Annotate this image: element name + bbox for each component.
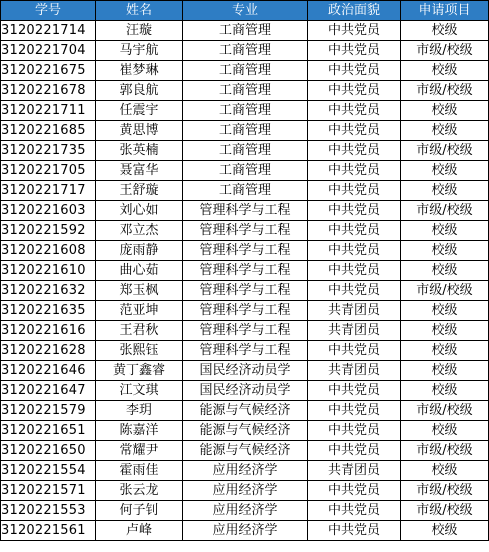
header-major: 专业: [183, 1, 308, 21]
table-row: [1, 521, 489, 541]
cell-student-id: 3120221610: [1, 261, 96, 281]
cell-application-level: 校级: [401, 221, 489, 241]
cell-political-status: 共青团员: [308, 321, 401, 341]
cell-political-status: 中共党员: [308, 101, 401, 121]
cell-application-level: 校级: [401, 461, 489, 481]
cell-major: 工商管理: [183, 141, 308, 161]
cell-application-level: 市级/校级: [401, 41, 489, 61]
cell-application-level: 市级/校级: [401, 81, 489, 101]
cell-student-id: 3120221651: [1, 421, 96, 441]
cell-political-status: 中共党员: [308, 481, 401, 501]
cell-student-id: 3120221675: [1, 61, 96, 81]
cell-major: 工商管理: [183, 101, 308, 121]
cell-name: 霍雨佳: [96, 461, 183, 481]
cell-application-level: 市级/校级: [401, 481, 489, 501]
cell-name: 邓立杰: [96, 221, 183, 241]
cell-name: 江文琪: [96, 381, 183, 401]
cell-name: 崔梦琳: [96, 61, 183, 81]
cell-name: 范亚坤: [96, 301, 183, 321]
cell-name: 陈嘉洋: [96, 421, 183, 441]
header-application-level: 申请项目: [401, 1, 489, 21]
cell-political-status: 中共党员: [308, 501, 401, 521]
cell-political-status: 中共党员: [308, 261, 401, 281]
cell-major: 应用经济学: [183, 521, 308, 541]
cell-major: 工商管理: [183, 41, 308, 61]
table-row: [1, 341, 489, 361]
cell-application-level: 市级/校级: [401, 501, 489, 521]
cell-student-id: 3120221735: [1, 141, 96, 161]
cell-application-level: 校级: [401, 301, 489, 321]
cell-student-id: 3120221635: [1, 301, 96, 321]
cell-application-level: 校级: [401, 161, 489, 181]
header-student-id: 学号: [1, 1, 96, 21]
cell-political-status: 中共党员: [308, 81, 401, 101]
cell-student-id: 3120221650: [1, 441, 96, 461]
cell-application-level: 校级: [401, 421, 489, 441]
table-header: [1, 1, 489, 21]
cell-student-id: 3120221646: [1, 361, 96, 381]
table-row: [1, 21, 489, 41]
cell-student-id: 3120221554: [1, 461, 96, 481]
cell-major: 应用经济学: [183, 481, 308, 501]
table-row: [1, 361, 489, 381]
cell-political-status: 中共党员: [308, 221, 401, 241]
cell-name: 庞雨静: [96, 241, 183, 261]
cell-political-status: 中共党员: [308, 521, 401, 541]
cell-name: 郑玉枫: [96, 281, 183, 301]
cell-political-status: 共青团员: [308, 301, 401, 321]
table-row: [1, 501, 489, 521]
cell-major: 管理科学与工程: [183, 241, 308, 261]
cell-major: 工商管理: [183, 61, 308, 81]
cell-application-level: 校级: [401, 61, 489, 81]
cell-political-status: 中共党员: [308, 421, 401, 441]
cell-political-status: 中共党员: [308, 61, 401, 81]
cell-political-status: 中共党员: [308, 241, 401, 261]
cell-major: 应用经济学: [183, 461, 308, 481]
cell-name: 张云龙: [96, 481, 183, 501]
cell-political-status: 中共党员: [308, 41, 401, 61]
cell-major: 工商管理: [183, 121, 308, 141]
cell-application-level: 市级/校级: [401, 441, 489, 461]
cell-application-level: 校级: [401, 321, 489, 341]
cell-name: 张熙钰: [96, 341, 183, 361]
cell-application-level: 校级: [401, 121, 489, 141]
cell-political-status: 中共党员: [308, 21, 401, 41]
cell-major: 工商管理: [183, 161, 308, 181]
cell-student-id: 3120221628: [1, 341, 96, 361]
cell-name: 曲心茹: [96, 261, 183, 281]
cell-name: 汪璇: [96, 21, 183, 41]
cell-major: 应用经济学: [183, 501, 308, 521]
table-row: [1, 461, 489, 481]
table-row: [1, 181, 489, 201]
cell-application-level: 市级/校级: [401, 401, 489, 421]
cell-student-id: 3120221608: [1, 241, 96, 261]
cell-major: 管理科学与工程: [183, 221, 308, 241]
table-row: [1, 301, 489, 321]
cell-major: 管理科学与工程: [183, 281, 308, 301]
cell-application-level: 校级: [401, 21, 489, 41]
cell-student-id: 3120221571: [1, 481, 96, 501]
cell-name: 马宇航: [96, 41, 183, 61]
cell-student-id: 3120221603: [1, 201, 96, 221]
table-row: [1, 121, 489, 141]
table-row: [1, 481, 489, 501]
cell-name: 卢峰: [96, 521, 183, 541]
cell-student-id: 3120221553: [1, 501, 96, 521]
cell-student-id: 3120221685: [1, 121, 96, 141]
cell-name: 聂富华: [96, 161, 183, 181]
cell-political-status: 中共党员: [308, 341, 401, 361]
cell-application-level: 校级: [401, 241, 489, 261]
cell-name: 何子钊: [96, 501, 183, 521]
cell-major: 能源与气候经济: [183, 441, 308, 461]
cell-major: 管理科学与工程: [183, 201, 308, 221]
cell-application-level: 校级: [401, 101, 489, 121]
cell-application-level: 校级: [401, 381, 489, 401]
table-row: [1, 421, 489, 441]
cell-major: 能源与气候经济: [183, 401, 308, 421]
cell-major: 工商管理: [183, 181, 308, 201]
table-row: [1, 101, 489, 121]
cell-student-id: 3120221647: [1, 381, 96, 401]
cell-name: 王君秋: [96, 321, 183, 341]
cell-application-level: 校级: [401, 521, 489, 541]
cell-major: 工商管理: [183, 21, 308, 41]
table-row: [1, 381, 489, 401]
cell-political-status: 中共党员: [308, 121, 401, 141]
cell-student-id: 3120221714: [1, 21, 96, 41]
cell-major: 国民经济动员学: [183, 361, 308, 381]
cell-major: 能源与气候经济: [183, 421, 308, 441]
cell-student-id: 3120221579: [1, 401, 96, 421]
cell-major: 国民经济动员学: [183, 381, 308, 401]
table-row: [1, 141, 489, 161]
table-row: [1, 441, 489, 461]
cell-student-id: 3120221592: [1, 221, 96, 241]
cell-name: 郭良航: [96, 81, 183, 101]
header-name: 姓名: [96, 1, 183, 21]
cell-name: 李玥: [96, 401, 183, 421]
cell-student-id: 3120221616: [1, 321, 96, 341]
table-row: [1, 241, 489, 261]
cell-student-id: 3120221704: [1, 41, 96, 61]
cell-major: 管理科学与工程: [183, 321, 308, 341]
cell-political-status: 中共党员: [308, 401, 401, 421]
cell-major: 工商管理: [183, 81, 308, 101]
table-row: [1, 401, 489, 421]
cell-political-status: 中共党员: [308, 201, 401, 221]
table-row: [1, 161, 489, 181]
cell-political-status: 共青团员: [308, 461, 401, 481]
table-row: [1, 61, 489, 81]
table-row: [1, 261, 489, 281]
table-row: [1, 221, 489, 241]
cell-student-id: 3120221705: [1, 161, 96, 181]
cell-application-level: 市级/校级: [401, 281, 489, 301]
cell-political-status: 中共党员: [308, 161, 401, 181]
cell-name: 张英楠: [96, 141, 183, 161]
cell-political-status: 中共党员: [308, 281, 401, 301]
table-row: [1, 201, 489, 221]
cell-political-status: 共青团员: [308, 361, 401, 381]
cell-student-id: 3120221632: [1, 281, 96, 301]
header-political-status: 政治面貌: [308, 1, 401, 21]
cell-political-status: 中共党员: [308, 381, 401, 401]
header-row: [1, 1, 489, 21]
table-row: [1, 281, 489, 301]
cell-name: 刘心如: [96, 201, 183, 221]
cell-political-status: 中共党员: [308, 141, 401, 161]
cell-application-level: 校级: [401, 181, 489, 201]
cell-application-level: 校级: [401, 361, 489, 381]
cell-political-status: 中共党员: [308, 441, 401, 461]
cell-name: 王舒璇: [96, 181, 183, 201]
cell-student-id: 3120221711: [1, 101, 96, 121]
cell-name: 黄思博: [96, 121, 183, 141]
cell-major: 管理科学与工程: [183, 261, 308, 281]
cell-name: 常耀尹: [96, 441, 183, 461]
cell-major: 管理科学与工程: [183, 341, 308, 361]
cell-political-status: 中共党员: [308, 181, 401, 201]
cell-application-level: 校级: [401, 341, 489, 361]
cell-name: 任震宇: [96, 101, 183, 121]
cell-student-id: 3120221717: [1, 181, 96, 201]
table-row: [1, 41, 489, 61]
cell-student-id: 3120221678: [1, 81, 96, 101]
cell-application-level: 校级: [401, 261, 489, 281]
table-row: [1, 321, 489, 341]
cell-name: 黄丁鑫睿: [96, 361, 183, 381]
table-body: [1, 21, 489, 541]
cell-application-level: 市级/校级: [401, 201, 489, 221]
cell-major: 管理科学与工程: [183, 301, 308, 321]
cell-application-level: 市级/校级: [401, 141, 489, 161]
cell-student-id: 3120221561: [1, 521, 96, 541]
table-row: [1, 81, 489, 101]
